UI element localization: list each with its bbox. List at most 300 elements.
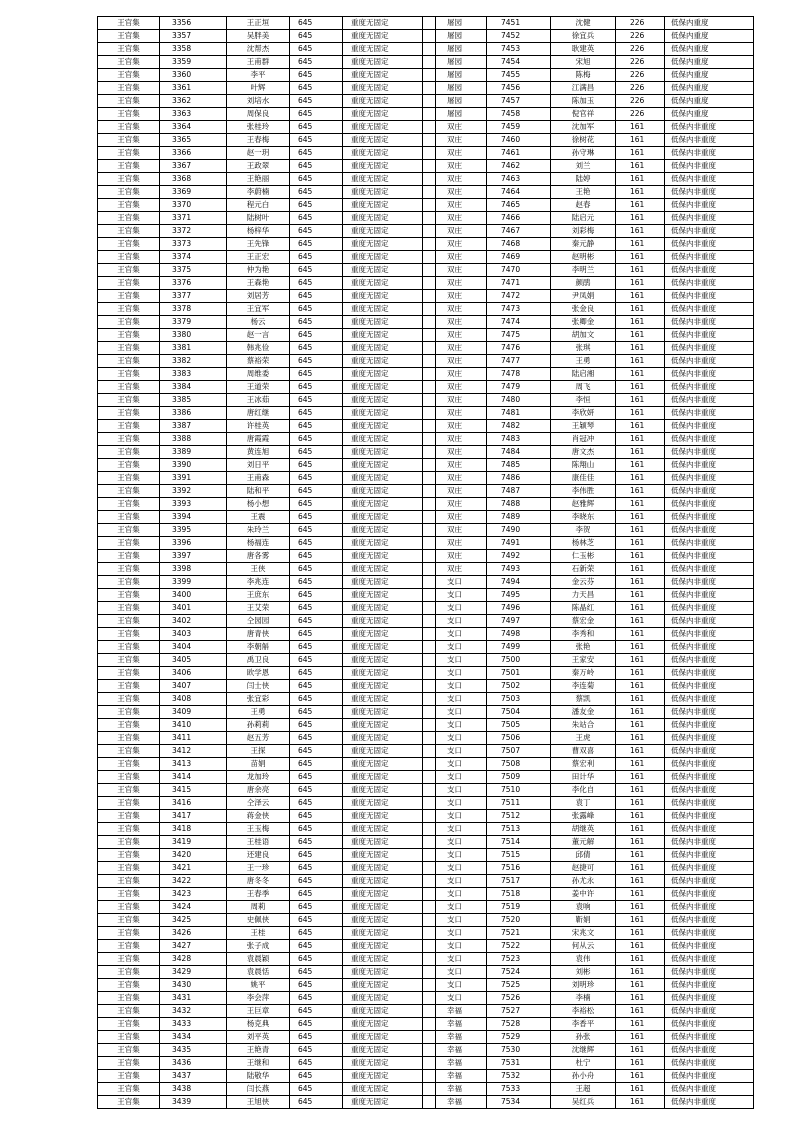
cell-name: 何从云	[551, 940, 616, 953]
cell-category: 低保内非重度	[665, 511, 754, 524]
cell-name: 陈翔山	[551, 459, 616, 472]
cell-village: 王官集	[98, 394, 160, 407]
cell-village: 支口	[423, 654, 487, 667]
cell-category: 低保内非重度	[665, 277, 754, 290]
cell-serial-no: 3385	[160, 394, 227, 407]
cell-amount: 645	[290, 108, 343, 121]
cell-serial-no: 3431	[160, 992, 227, 1005]
cell-category: 低保内非重度	[665, 303, 754, 316]
cell-name: 沈帮杰	[227, 43, 290, 56]
cell-amount: 645	[290, 563, 343, 576]
cell-serial-no: 7534	[487, 1096, 551, 1109]
cell-category: 重度无固定	[343, 17, 436, 30]
table-row	[423, 602, 754, 615]
table-row	[98, 342, 436, 355]
table-row	[423, 719, 754, 732]
cell-amount: 645	[290, 160, 343, 173]
cell-name: 徐宜兵	[551, 30, 616, 43]
cell-village: 支口	[423, 979, 487, 992]
cell-name: 王艾荣	[227, 602, 290, 615]
table-row	[423, 1083, 754, 1096]
cell-name: 李平	[227, 69, 290, 82]
cell-name: 刘平英	[227, 1031, 290, 1044]
cell-village: 王官集	[98, 121, 160, 134]
cell-village: 支口	[423, 953, 487, 966]
cell-amount: 161	[616, 901, 665, 914]
cell-category: 低保内重度	[665, 43, 754, 56]
cell-category: 低保内非重度	[665, 849, 754, 862]
cell-amount: 645	[290, 1070, 343, 1083]
cell-serial-no: 3437	[160, 1070, 227, 1083]
cell-name: 唐青侠	[227, 628, 290, 641]
cell-serial-no: 3371	[160, 212, 227, 225]
cell-amount: 161	[616, 199, 665, 212]
cell-serial-no: 7454	[487, 56, 551, 69]
table-row	[423, 381, 754, 394]
cell-category: 重度无固定	[343, 706, 436, 719]
table-row	[98, 849, 436, 862]
cell-serial-no: 3421	[160, 862, 227, 875]
cell-amount: 645	[290, 212, 343, 225]
table-row	[423, 1057, 754, 1070]
cell-village: 王官集	[98, 992, 160, 1005]
cell-village: 王官集	[98, 576, 160, 589]
cell-category: 低保内非重度	[665, 186, 754, 199]
cell-amount: 161	[616, 277, 665, 290]
cell-village: 王官集	[98, 888, 160, 901]
table-row	[98, 732, 436, 745]
cell-amount: 161	[616, 212, 665, 225]
cell-village: 王官集	[98, 30, 160, 43]
table-row	[98, 719, 436, 732]
table-row	[423, 953, 754, 966]
cell-category: 低保内非重度	[665, 1083, 754, 1096]
cell-name: 张宜彩	[227, 693, 290, 706]
cell-category: 低保内非重度	[665, 875, 754, 888]
cell-serial-no: 7517	[487, 875, 551, 888]
cell-category: 低保内非重度	[665, 745, 754, 758]
cell-amount: 161	[616, 550, 665, 563]
cell-name: 杨克典	[227, 1018, 290, 1031]
cell-amount: 161	[616, 1096, 665, 1109]
cell-village: 支口	[423, 732, 487, 745]
cell-serial-no: 3429	[160, 966, 227, 979]
cell-amount: 161	[616, 927, 665, 940]
cell-amount: 645	[290, 732, 343, 745]
cell-amount: 161	[616, 875, 665, 888]
cell-amount: 645	[290, 433, 343, 446]
cell-category: 低保内非重度	[665, 888, 754, 901]
cell-name: 赵捷可	[551, 862, 616, 875]
cell-amount: 645	[290, 758, 343, 771]
cell-serial-no: 7496	[487, 602, 551, 615]
cell-serial-no: 3398	[160, 563, 227, 576]
table-row	[423, 758, 754, 771]
cell-serial-no: 7479	[487, 381, 551, 394]
table-row	[98, 121, 436, 134]
cell-amount: 161	[616, 602, 665, 615]
cell-amount: 161	[616, 1031, 665, 1044]
table-row	[98, 745, 436, 758]
cell-category: 重度无固定	[343, 667, 436, 680]
table-row	[98, 1018, 436, 1031]
cell-category: 重度无固定	[343, 173, 436, 186]
cell-serial-no: 7513	[487, 823, 551, 836]
cell-amount: 161	[616, 329, 665, 342]
table-row	[423, 966, 754, 979]
right-data-table	[422, 16, 754, 1109]
cell-amount: 645	[290, 914, 343, 927]
table-row	[98, 173, 436, 186]
cell-name: 蔡宏利	[551, 758, 616, 771]
table-row	[423, 836, 754, 849]
cell-amount: 645	[290, 680, 343, 693]
cell-amount: 161	[616, 563, 665, 576]
cell-amount: 645	[290, 43, 343, 56]
cell-serial-no: 7524	[487, 966, 551, 979]
table-row	[423, 459, 754, 472]
cell-amount: 161	[616, 147, 665, 160]
cell-name: 董元解	[551, 836, 616, 849]
cell-village: 幸福	[423, 1044, 487, 1057]
cell-category: 低保内非重度	[665, 1096, 754, 1109]
cell-serial-no: 3409	[160, 706, 227, 719]
cell-name: 王艳青	[227, 1044, 290, 1057]
cell-amount: 645	[290, 849, 343, 862]
cell-serial-no: 3360	[160, 69, 227, 82]
cell-category: 重度无固定	[343, 485, 436, 498]
cell-category: 重度无固定	[343, 1005, 436, 1018]
cell-category: 低保内非重度	[665, 342, 754, 355]
cell-category: 重度无固定	[343, 680, 436, 693]
cell-category: 重度无固定	[343, 498, 436, 511]
cell-category: 重度无固定	[343, 563, 436, 576]
cell-amount: 161	[616, 134, 665, 147]
cell-category: 重度无固定	[343, 329, 436, 342]
cell-name: 张卿金	[551, 316, 616, 329]
cell-serial-no: 7506	[487, 732, 551, 745]
cell-category: 低保内非重度	[665, 771, 754, 784]
cell-serial-no: 7522	[487, 940, 551, 953]
cell-serial-no: 3402	[160, 615, 227, 628]
cell-category: 重度无固定	[343, 212, 436, 225]
cell-amount: 161	[616, 498, 665, 511]
cell-category: 低保内非重度	[665, 914, 754, 927]
cell-amount: 161	[616, 992, 665, 1005]
cell-village: 王官集	[98, 108, 160, 121]
cell-serial-no: 7495	[487, 589, 551, 602]
table-row	[423, 589, 754, 602]
cell-serial-no: 7503	[487, 693, 551, 706]
cell-category: 重度无固定	[343, 1044, 436, 1057]
table-row	[98, 823, 436, 836]
cell-village: 双庄	[423, 394, 487, 407]
cell-name: 张露峰	[551, 810, 616, 823]
table-row	[423, 56, 754, 69]
cell-name: 王道荣	[227, 381, 290, 394]
cell-village: 双庄	[423, 433, 487, 446]
cell-name: 孙张	[551, 1031, 616, 1044]
table-row	[423, 576, 754, 589]
cell-village: 王官集	[98, 979, 160, 992]
table-row	[423, 277, 754, 290]
table-row	[98, 394, 436, 407]
cell-amount: 645	[290, 901, 343, 914]
cell-amount: 226	[616, 108, 665, 121]
cell-name: 曹双喜	[551, 745, 616, 758]
cell-category: 重度无固定	[343, 537, 436, 550]
table-row	[98, 381, 436, 394]
cell-category: 重度无固定	[343, 511, 436, 524]
cell-serial-no: 3418	[160, 823, 227, 836]
cell-amount: 161	[616, 251, 665, 264]
table-row	[423, 875, 754, 888]
table-row	[423, 1070, 754, 1083]
cell-amount: 645	[290, 121, 343, 134]
table-row	[98, 511, 436, 524]
cell-serial-no: 7514	[487, 836, 551, 849]
cell-village: 屠园	[423, 82, 487, 95]
cell-village: 王官集	[98, 563, 160, 576]
cell-village: 支口	[423, 875, 487, 888]
cell-serial-no: 3391	[160, 472, 227, 485]
table-row	[98, 784, 436, 797]
table-row	[98, 992, 436, 1005]
cell-name: 唐冬冬	[227, 875, 290, 888]
cell-serial-no: 7463	[487, 173, 551, 186]
cell-name: 李连菊	[551, 680, 616, 693]
cell-village: 王官集	[98, 1005, 160, 1018]
cell-name: 赵五芳	[227, 732, 290, 745]
cell-category: 重度无固定	[343, 316, 436, 329]
cell-category: 重度无固定	[343, 654, 436, 667]
cell-serial-no: 7451	[487, 17, 551, 30]
cell-name: 李裕松	[551, 1005, 616, 1018]
cell-category: 重度无固定	[343, 1057, 436, 1070]
table-row	[98, 433, 436, 446]
table-row	[423, 30, 754, 43]
cell-serial-no: 7532	[487, 1070, 551, 1083]
cell-category: 重度无固定	[343, 875, 436, 888]
cell-village: 支口	[423, 810, 487, 823]
cell-village: 支口	[423, 849, 487, 862]
cell-village: 王官集	[98, 69, 160, 82]
table-row	[423, 160, 754, 173]
cell-category: 重度无固定	[343, 641, 436, 654]
cell-category: 低保内非重度	[665, 407, 754, 420]
cell-name: 杜宁	[551, 1057, 616, 1070]
cell-serial-no: 3423	[160, 888, 227, 901]
cell-village: 双庄	[423, 407, 487, 420]
cell-village: 屠园	[423, 108, 487, 121]
table-row	[423, 563, 754, 576]
cell-village: 双庄	[423, 212, 487, 225]
table-row	[98, 1044, 436, 1057]
cell-category: 低保内非重度	[665, 940, 754, 953]
cell-amount: 161	[616, 1018, 665, 1031]
table-row	[98, 420, 436, 433]
cell-amount: 161	[616, 836, 665, 849]
cell-amount: 161	[616, 121, 665, 134]
cell-amount: 226	[616, 95, 665, 108]
cell-category: 重度无固定	[343, 524, 436, 537]
table-row	[98, 485, 436, 498]
table-row	[423, 433, 754, 446]
table-row	[98, 576, 436, 589]
cell-village: 双庄	[423, 225, 487, 238]
cell-amount: 161	[616, 368, 665, 381]
cell-amount: 161	[616, 1044, 665, 1057]
cell-category: 低保内非重度	[665, 979, 754, 992]
cell-name: 姜中许	[551, 888, 616, 901]
cell-category: 重度无固定	[343, 992, 436, 1005]
cell-name: 仝泽云	[227, 797, 290, 810]
cell-serial-no: 3417	[160, 810, 227, 823]
table-row	[98, 836, 436, 849]
cell-category: 低保内非重度	[665, 628, 754, 641]
cell-village: 王官集	[98, 511, 160, 524]
cell-village: 王官集	[98, 615, 160, 628]
cell-category: 重度无固定	[343, 446, 436, 459]
cell-amount: 161	[616, 459, 665, 472]
cell-serial-no: 3408	[160, 693, 227, 706]
cell-category: 低保内重度	[665, 30, 754, 43]
cell-category: 低保内非重度	[665, 329, 754, 342]
cell-serial-no: 3436	[160, 1057, 227, 1070]
cell-serial-no: 3387	[160, 420, 227, 433]
cell-name: 尹凤娟	[551, 290, 616, 303]
cell-serial-no: 3357	[160, 30, 227, 43]
cell-name: 唐文杰	[551, 446, 616, 459]
cell-name: 宋旭	[551, 56, 616, 69]
table-row	[98, 459, 436, 472]
cell-village: 双庄	[423, 485, 487, 498]
cell-serial-no: 7498	[487, 628, 551, 641]
cell-category: 低保内非重度	[665, 927, 754, 940]
cell-village: 双庄	[423, 277, 487, 290]
cell-category: 低保内非重度	[665, 576, 754, 589]
table-row	[98, 602, 436, 615]
left-data-table	[97, 16, 436, 1109]
cell-serial-no: 3392	[160, 485, 227, 498]
cell-village: 双庄	[423, 199, 487, 212]
cell-serial-no: 7461	[487, 147, 551, 160]
cell-village: 王官集	[98, 862, 160, 875]
cell-village: 支口	[423, 758, 487, 771]
cell-amount: 161	[616, 771, 665, 784]
cell-amount: 226	[616, 43, 665, 56]
cell-village: 支口	[423, 992, 487, 1005]
cell-name: 李朝斛	[227, 641, 290, 654]
cell-amount: 645	[290, 966, 343, 979]
cell-name: 陆和平	[227, 485, 290, 498]
table-row	[423, 69, 754, 82]
cell-name: 韩兆俭	[227, 342, 290, 355]
cell-serial-no: 3432	[160, 1005, 227, 1018]
cell-serial-no: 7470	[487, 264, 551, 277]
table-row	[98, 212, 436, 225]
cell-village: 双庄	[423, 134, 487, 147]
cell-category: 低保内非重度	[665, 160, 754, 173]
cell-village: 支口	[423, 693, 487, 706]
table-row	[98, 199, 436, 212]
cell-name: 刘明珍	[551, 979, 616, 992]
cell-name: 王艳	[551, 186, 616, 199]
cell-category: 低保内非重度	[665, 251, 754, 264]
cell-serial-no: 3358	[160, 43, 227, 56]
cell-category: 重度无固定	[343, 615, 436, 628]
cell-village: 支口	[423, 914, 487, 927]
cell-category: 重度无固定	[343, 355, 436, 368]
table-row	[423, 784, 754, 797]
cell-amount: 645	[290, 862, 343, 875]
cell-name: 石新荣	[551, 563, 616, 576]
cell-category: 低保内非重度	[665, 446, 754, 459]
cell-name: 周保良	[227, 108, 290, 121]
cell-village: 王官集	[98, 849, 160, 862]
cell-name: 孙守琳	[551, 147, 616, 160]
cell-amount: 161	[616, 849, 665, 862]
cell-amount: 645	[290, 355, 343, 368]
cell-serial-no: 7531	[487, 1057, 551, 1070]
cell-serial-no: 3359	[160, 56, 227, 69]
cell-category: 低保内非重度	[665, 420, 754, 433]
cell-amount: 645	[290, 641, 343, 654]
table-row	[423, 186, 754, 199]
cell-serial-no: 3361	[160, 82, 227, 95]
cell-village: 双庄	[423, 446, 487, 459]
cell-serial-no: 7516	[487, 862, 551, 875]
cell-category: 重度无固定	[343, 472, 436, 485]
cell-amount: 645	[290, 303, 343, 316]
cell-name: 耿建英	[551, 43, 616, 56]
cell-category: 低保内非重度	[665, 316, 754, 329]
cell-category: 低保内非重度	[665, 719, 754, 732]
cell-serial-no: 7478	[487, 368, 551, 381]
cell-amount: 645	[290, 446, 343, 459]
cell-serial-no: 3367	[160, 160, 227, 173]
cell-village: 王官集	[98, 1044, 160, 1057]
cell-village: 支口	[423, 667, 487, 680]
table-row	[423, 173, 754, 186]
cell-category: 低保内非重度	[665, 992, 754, 1005]
table-row	[98, 914, 436, 927]
cell-category: 重度无固定	[343, 693, 436, 706]
cell-village: 王官集	[98, 43, 160, 56]
cell-name: 周飞	[551, 381, 616, 394]
cell-village: 王官集	[98, 914, 160, 927]
cell-category: 重度无固定	[343, 771, 436, 784]
cell-category: 重度无固定	[343, 836, 436, 849]
cell-amount: 161	[616, 446, 665, 459]
cell-category: 低保内非重度	[665, 381, 754, 394]
cell-village: 王官集	[98, 875, 160, 888]
cell-amount: 645	[290, 147, 343, 160]
cell-name: 王巨章	[227, 1005, 290, 1018]
cell-name: 李香平	[551, 1018, 616, 1031]
cell-name: 秦万岭	[551, 667, 616, 680]
cell-serial-no: 3380	[160, 329, 227, 342]
cell-category: 重度无固定	[343, 797, 436, 810]
cell-name: 苗娟	[227, 758, 290, 771]
cell-village: 王官集	[98, 485, 160, 498]
cell-category: 低保内非重度	[665, 238, 754, 251]
cell-amount: 645	[290, 979, 343, 992]
table-row	[423, 810, 754, 823]
table-row	[423, 108, 754, 121]
table-row	[423, 979, 754, 992]
cell-serial-no: 3413	[160, 758, 227, 771]
